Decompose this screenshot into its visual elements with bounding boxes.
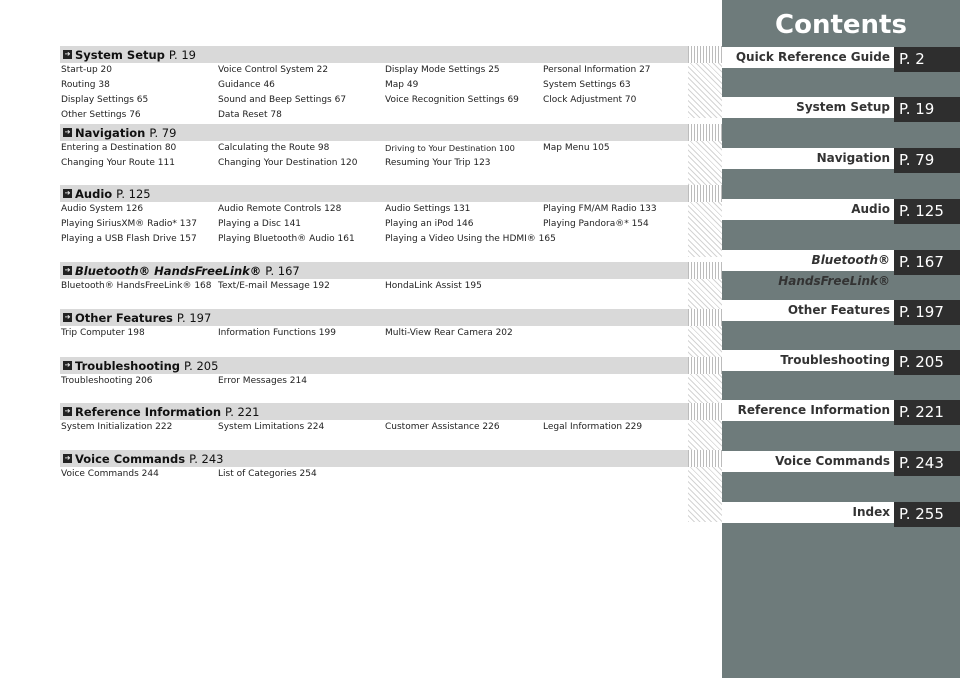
topic-link[interactable]: Data Reset 78 bbox=[218, 110, 282, 120]
section-page: P. 243 bbox=[189, 451, 224, 466]
decorative-stripes bbox=[688, 450, 722, 522]
link-arrow-icon: ➔ bbox=[64, 266, 71, 274]
tab-page: P. 197 bbox=[894, 300, 960, 325]
topic-grid bbox=[60, 420, 688, 435]
tab-index[interactable] bbox=[722, 502, 960, 527]
topic-link[interactable]: HondaLink Assist 195 bbox=[385, 281, 482, 291]
section-header[interactable] bbox=[60, 357, 688, 374]
topic-link[interactable]: Playing a Disc 141 bbox=[218, 219, 302, 229]
tab-page: P. 205 bbox=[894, 350, 960, 375]
topic-link[interactable]: Changing Your Route 111 bbox=[61, 158, 175, 168]
section-page: P. 197 bbox=[176, 310, 212, 325]
tab-troubleshooting[interactable] bbox=[722, 350, 960, 375]
tab-label: Index bbox=[722, 502, 894, 523]
section-header[interactable] bbox=[60, 46, 688, 63]
topic-link[interactable]: Multi-View Rear Camera 202 bbox=[385, 328, 513, 338]
topic-link[interactable]: Playing FM/AM Radio 133 bbox=[543, 204, 657, 214]
tab-quick-reference-guide[interactable] bbox=[722, 47, 960, 72]
section-other-features bbox=[60, 309, 688, 341]
topic-link[interactable]: Playing SiriusXM® Radio* 137 bbox=[61, 219, 197, 229]
link-arrow-icon: ➔ bbox=[64, 128, 71, 136]
link-arrow-icon: ➔ bbox=[64, 189, 71, 197]
topic-link[interactable]: List of Categories 254 bbox=[218, 469, 317, 479]
tab-other-features[interactable] bbox=[722, 300, 960, 325]
topic-link[interactable]: Start-up 20 bbox=[61, 65, 112, 75]
topic-link[interactable]: Changing Your Destination 120 bbox=[218, 158, 358, 168]
topic-link[interactable]: Voice Control System 22 bbox=[218, 65, 329, 75]
section-title: System Setup bbox=[75, 47, 165, 62]
link-arrow-icon: ➔ bbox=[64, 313, 71, 321]
topic-grid bbox=[60, 326, 688, 341]
topic-link[interactable]: Legal Information 229 bbox=[543, 422, 643, 432]
topic-link[interactable]: Text/E-mail Message 192 bbox=[218, 281, 330, 291]
topic-grid bbox=[60, 467, 688, 482]
tab-label: Reference Information bbox=[722, 400, 894, 421]
tab-page: P. 243 bbox=[894, 451, 960, 476]
topic-link[interactable]: Playing Bluetooth® Audio 161 bbox=[218, 234, 355, 244]
tab-label: Other Features bbox=[722, 300, 894, 321]
topic-link[interactable]: Customer Assistance 226 bbox=[385, 422, 500, 432]
section-audio bbox=[60, 185, 688, 247]
tab-page: P. 19 bbox=[894, 97, 960, 122]
section-page: P. 125 bbox=[116, 186, 151, 201]
section-page: P. 167 bbox=[265, 263, 300, 278]
section-reference-information bbox=[60, 403, 688, 435]
topic-link[interactable]: System Initialization 222 bbox=[61, 422, 173, 432]
topic-link[interactable]: Routing 38 bbox=[61, 80, 110, 90]
tab-label: Troubleshooting bbox=[722, 350, 894, 371]
topic-link[interactable]: Audio System 126 bbox=[61, 204, 144, 214]
topic-grid bbox=[60, 63, 688, 123]
topic-link[interactable]: Playing Pandora®* 154 bbox=[543, 219, 649, 229]
tab-bluetooth[interactable] bbox=[722, 250, 960, 288]
contents-main bbox=[60, 0, 688, 678]
topic-link[interactable]: Clock Adjustment 70 bbox=[543, 95, 637, 105]
topic-link[interactable]: Audio Settings 131 bbox=[385, 204, 471, 214]
topic-grid bbox=[60, 202, 688, 247]
topic-link[interactable]: Playing a Video Using the HDMI® 165 bbox=[385, 234, 556, 244]
topic-link[interactable]: Display Mode Settings 25 bbox=[385, 65, 500, 75]
topic-link[interactable]: Resuming Your Trip 123 bbox=[385, 158, 491, 168]
tab-page: P. 255 bbox=[894, 502, 960, 527]
tab-page: P. 79 bbox=[894, 148, 960, 173]
tab-page: P. 2 bbox=[894, 47, 960, 72]
tab-reference-information[interactable] bbox=[722, 400, 960, 425]
topic-link[interactable]: Entering a Destination 80 bbox=[61, 143, 177, 153]
tab-label: Voice Commands bbox=[722, 451, 894, 472]
section-bluetooth bbox=[60, 262, 688, 294]
section-page: P. 221 bbox=[225, 404, 260, 419]
section-title: Audio bbox=[75, 186, 113, 201]
section-header[interactable] bbox=[60, 262, 688, 279]
section-header[interactable] bbox=[60, 403, 688, 420]
topic-link[interactable]: Information Functions 199 bbox=[218, 328, 336, 338]
topic-link[interactable]: Display Settings 65 bbox=[61, 95, 149, 105]
tab-navigation[interactable] bbox=[722, 148, 960, 173]
section-page: P. 79 bbox=[149, 125, 177, 140]
tab-audio[interactable] bbox=[722, 199, 960, 224]
section-troubleshooting bbox=[60, 357, 688, 389]
section-title: Navigation bbox=[75, 125, 146, 140]
topic-grid bbox=[60, 141, 688, 171]
tab-page: P. 221 bbox=[894, 400, 960, 425]
topic-link[interactable]: Trip Computer 198 bbox=[61, 328, 145, 338]
section-page: P. 19 bbox=[168, 47, 196, 62]
topic-link[interactable]: System Limitations 224 bbox=[218, 422, 325, 432]
tab-label: Bluetooth® HandsFreeLink® bbox=[722, 250, 894, 271]
tab-system-setup[interactable] bbox=[722, 97, 960, 122]
topic-link[interactable]: Guidance 46 bbox=[218, 80, 275, 90]
link-arrow-icon: ➔ bbox=[64, 407, 71, 415]
section-voice-commands bbox=[60, 450, 688, 482]
topic-link[interactable]: Calculating the Route 98 bbox=[218, 143, 330, 153]
sidebar-title: Contents bbox=[775, 10, 907, 40]
contents-sidebar bbox=[722, 0, 960, 678]
topic-link[interactable]: Playing an iPod 146 bbox=[385, 219, 474, 229]
topic-link[interactable]: Sound and Beep Settings 67 bbox=[218, 95, 347, 105]
section-page: P. 205 bbox=[184, 358, 219, 373]
section-title: Reference Information bbox=[75, 404, 222, 419]
section-title: Bluetooth® HandsFreeLink® bbox=[75, 263, 262, 278]
topic-link[interactable]: Error Messages 214 bbox=[218, 376, 307, 386]
tab-label: Audio bbox=[722, 199, 894, 220]
section-navigation bbox=[60, 124, 688, 171]
topic-link[interactable]: Voice Commands 244 bbox=[61, 469, 159, 479]
section-header[interactable] bbox=[60, 309, 688, 326]
topic-link[interactable]: System Settings 63 bbox=[543, 80, 631, 90]
section-title: Troubleshooting bbox=[75, 358, 181, 373]
link-arrow-icon: ➔ bbox=[64, 361, 71, 369]
topic-link[interactable]: Other Settings 76 bbox=[61, 110, 141, 120]
tab-label: System Setup bbox=[722, 97, 894, 118]
decorative-stripes bbox=[688, 46, 722, 118]
topic-link[interactable]: Personal Information 27 bbox=[543, 65, 651, 75]
topic-link[interactable]: Playing a USB Flash Drive 157 bbox=[61, 234, 197, 244]
tab-page: P. 125 bbox=[894, 199, 960, 224]
decorative-stripes bbox=[688, 185, 722, 257]
section-system-setup bbox=[60, 46, 688, 123]
tab-page: P. 167 bbox=[894, 250, 960, 275]
section-header[interactable] bbox=[60, 124, 688, 141]
topic-link[interactable]: Map Menu 105 bbox=[543, 143, 610, 153]
section-title: Voice Commands bbox=[75, 451, 186, 466]
topic-grid bbox=[60, 279, 688, 294]
tab-voice-commands[interactable] bbox=[722, 451, 960, 476]
section-header[interactable] bbox=[60, 450, 688, 467]
topic-link[interactable]: Bluetooth® HandsFreeLink® 168 bbox=[61, 281, 212, 291]
tab-label: Quick Reference Guide bbox=[722, 47, 894, 68]
tab-label: Navigation bbox=[722, 148, 894, 169]
topic-grid bbox=[60, 374, 688, 389]
topic-link[interactable]: Audio Remote Controls 128 bbox=[218, 204, 342, 214]
topic-link[interactable]: Map 49 bbox=[385, 80, 419, 90]
topic-link[interactable]: Driving to Your Destination 100 bbox=[385, 143, 515, 153]
section-header[interactable] bbox=[60, 185, 688, 202]
section-title: Other Features bbox=[75, 310, 173, 325]
topic-link[interactable]: Voice Recognition Settings 69 bbox=[385, 95, 519, 105]
link-arrow-icon: ➔ bbox=[64, 50, 71, 58]
link-arrow-icon: ➔ bbox=[64, 454, 71, 462]
topic-link[interactable]: Troubleshooting 206 bbox=[61, 376, 153, 386]
